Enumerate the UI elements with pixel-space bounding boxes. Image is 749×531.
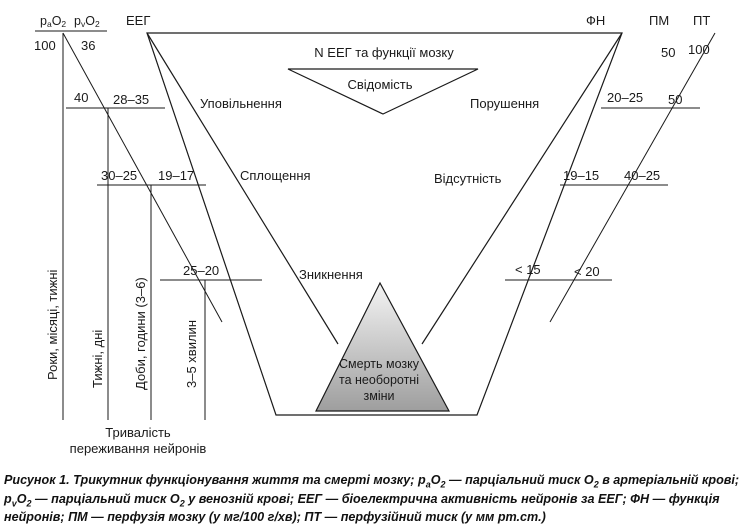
- pm-value-3: 19–15: [563, 168, 600, 183]
- death-label-line-1: Смерть мозку: [339, 357, 419, 371]
- figure-caption: Рисунок 1. Трикутник функціонування життя та смерті мозку; $p_aO_2$ — парціальний тиск $O_2$ в артеріальній крові; $p_vO_2$ — парціальний тиск $O_2$ у венозній крові; ЕЕГ — біоелектрична активність нейронів за ЕЕГ; ФН — функція нейронів; ПМ — перфузія мозку (у мг/100 г/хв); ПТ — перфузійний тиск (у мм рт.ст.): [4, 473, 740, 524]
- death-label-line-2: та необоротні: [339, 373, 419, 387]
- pv-value-2: 28–35: [113, 92, 150, 107]
- pa-value-2: 40: [74, 90, 89, 105]
- pt-value-2: 50: [668, 92, 683, 107]
- fn-header: ФН: [586, 13, 606, 28]
- survival-label-line-2: переживання нейронів: [69, 441, 207, 456]
- norm-label: N ЕЕГ та функції мозку: [314, 45, 454, 60]
- pm-value-4: < 15: [515, 262, 541, 277]
- pm-value-1: 50: [661, 45, 676, 60]
- pm-value-2: 20–25: [607, 90, 644, 105]
- duration-label-3: Доби, години (3–6): [133, 277, 148, 390]
- caption-label: Рисунок 1.: [4, 473, 70, 487]
- eeg-state-slowing: Уповільнення: [200, 96, 282, 111]
- eeg-state-flattening: Сплощення: [240, 168, 311, 183]
- death-label-line-3: зміни: [363, 389, 395, 403]
- pv-value-1: 36: [81, 38, 96, 53]
- pt-value-4: < 20: [574, 264, 600, 279]
- pa-value-1: 100: [34, 38, 56, 53]
- pa-o2-header: paO2: [40, 14, 67, 29]
- consciousness-label: Свідомість: [347, 77, 413, 92]
- pa-value-3: 30–25: [101, 168, 138, 183]
- pv-value-4: 25–20: [183, 263, 220, 278]
- pt-header: ПТ: [693, 13, 711, 28]
- pv-value-3: 19–17: [158, 168, 195, 183]
- pt-value-3: 40–25: [624, 168, 661, 183]
- fn-state-absence: Відсутність: [434, 171, 502, 186]
- duration-label-2: Тижні, дні: [90, 329, 105, 388]
- pm-header: ПМ: [649, 13, 670, 28]
- pt-value-1: 100: [688, 42, 710, 57]
- duration-label-4: 3–5 хвилин: [184, 320, 199, 388]
- eeg-header: ЕЕГ: [126, 13, 151, 28]
- fn-state-disturbance: Порушення: [470, 96, 540, 111]
- survival-label-line-1: Тривалість: [105, 425, 171, 440]
- pv-o2-header: pvO2: [74, 14, 100, 29]
- duration-label-1: Роки, місяці, тижні: [45, 269, 60, 380]
- eeg-state-disappearance: Зникнення: [299, 267, 363, 282]
